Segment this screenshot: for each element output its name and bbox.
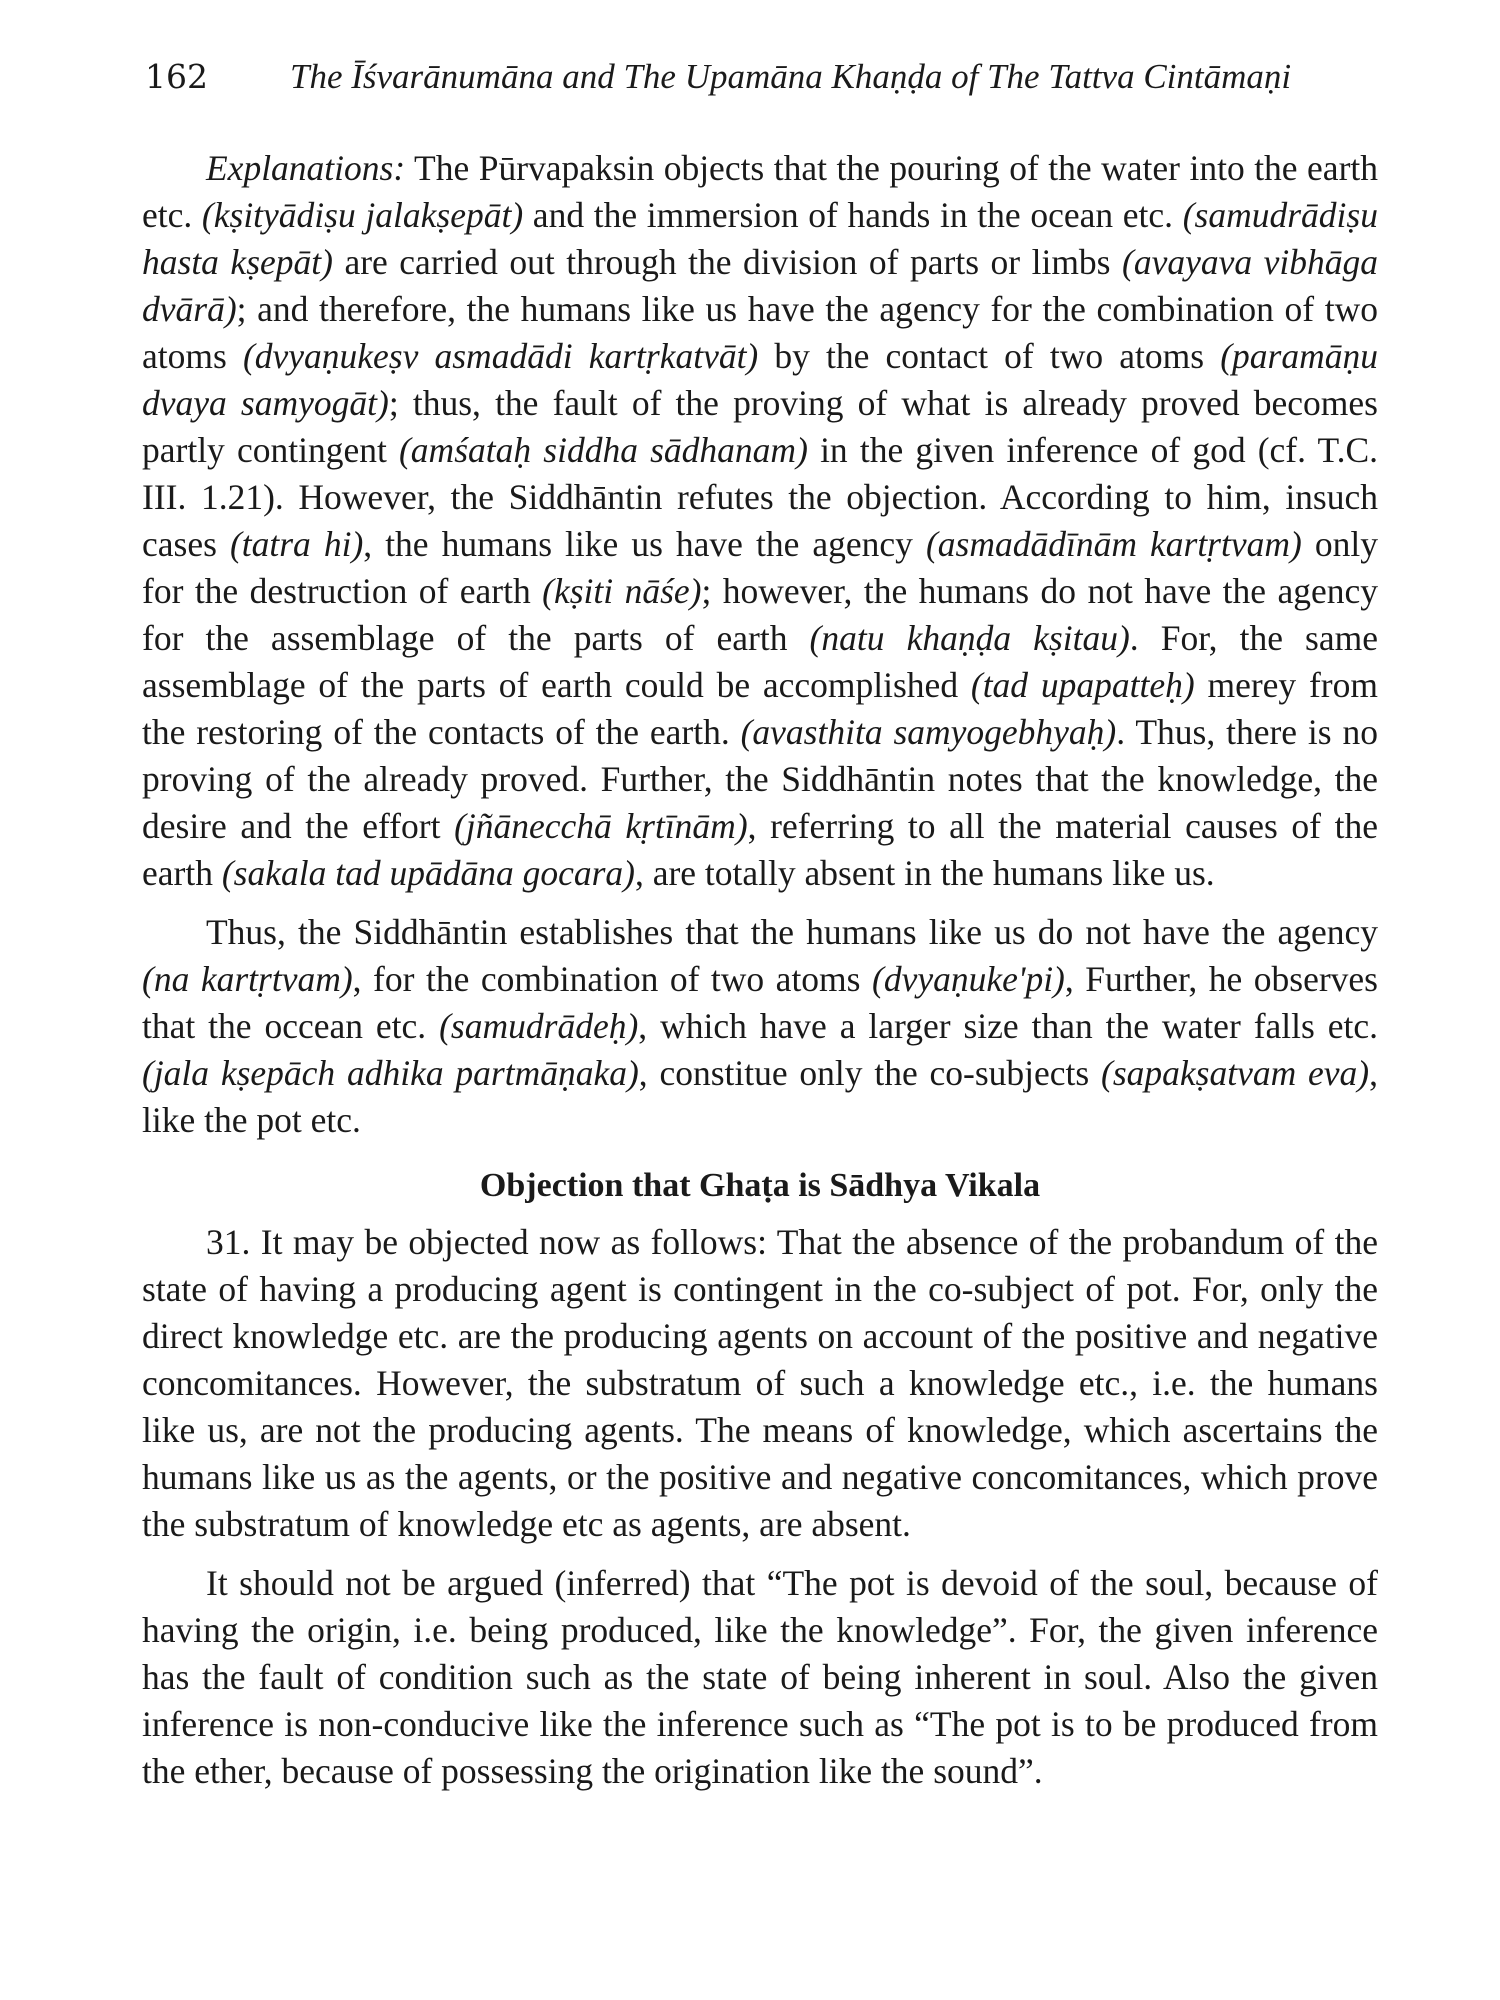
italic-term: (avayava vibhāga dvārā) [142, 242, 1378, 329]
text-run: , like the pot etc. [142, 1053, 1378, 1140]
italic-term: (avasthita samyogebhyaḥ) [740, 712, 1117, 752]
book-title: The Īśvarānumāna and The Upamāna Khaṇḍa of The Tattva Cintāmaṇi [290, 57, 1292, 96]
italic-term: (tad upapatteḥ) [970, 665, 1195, 705]
text-run: The Pūrvapaksin objects that the pouring of the water into the earth etc. [142, 148, 1378, 235]
italic-term: (tatra hi) [229, 524, 364, 564]
text-run: ; thus, the fault of the proving of what is already proved becomes partly contingent [142, 383, 1378, 470]
text-run: , referring to all the material causes of the earth [142, 806, 1378, 893]
text-run: , for the combination of two atoms [352, 959, 872, 999]
italic-term: (jñānecchā kṛtīnām) [454, 806, 748, 846]
italic-term: (asmadādīnām kartṛtvam) [925, 524, 1302, 564]
italic-term: (samudrādeḥ) [439, 1006, 639, 1046]
text-run: merey from the restoring of the contacts of the earth. [142, 665, 1378, 752]
text-run: only for the destruction of earth [142, 524, 1378, 611]
italic-term: (kṣiti nāśe) [542, 571, 702, 611]
text-run: , which have a larger size than the water falls etc. [638, 1006, 1378, 1046]
text-run: ; and therefore, the humans like us have the agency for the combination of two atoms [142, 289, 1378, 376]
text-run: and the immersion of hands in the ocean etc. [523, 195, 1183, 235]
text-run: , are totally absent in the humans like us. [634, 853, 1215, 893]
italic-term: (natu khaṇḍa kṣitau) [809, 618, 1130, 658]
body-text [142, 145, 1378, 1795]
text-run: . For, the same assemblage of the parts of earth could be accomplished [142, 618, 1378, 705]
italic-term: (na kartṛtvam) [142, 959, 353, 999]
text-run: Thus, the Siddhāntin establishes that the humans like us do not have the agency [206, 912, 1378, 952]
text-run: . Thus, there is no proving of the already proved. Further, the Siddhāntin notes that the knowledge, the desire and the effort [142, 712, 1378, 846]
italic-term: (samudrādiṣu hasta kṣepāt) [142, 195, 1378, 282]
section-heading: Objection that Ghaṭa is Sādhya Vikala [479, 1167, 1041, 1204]
text-run: 31. It may be objected now as follows: That the absence of the probandum of the state of having a producing agent is contingent in the co-subject of pot. For, only the direct knowledge etc. are the producing agents on account of the positive and negative concomitances. However, the substratum of such a knowledge etc., i.e. the humans like us, are not the producing agents. The means of knowledge, which ascertains the humans like us as the agents, or the positive and negative concomitances, which prove the substratum of knowledge etc as agents, are absent. [142, 1222, 1378, 1544]
italic-term: (sakala tad upādāna gocara) [221, 853, 635, 893]
italic-term: (dvyaṇuke'pi) [872, 959, 1065, 999]
text-run: are carried out through the division of parts or limbs [332, 242, 1123, 282]
italic-term: (paramāṇu dvaya samyogāt) [142, 336, 1378, 423]
paragraph-objection-31 [142, 1219, 1378, 1548]
italic-term: (dvyaṇukeṣv asmadādi kartṛkatvāt) [242, 336, 759, 376]
text-run: in the given inference of god (cf. T.C. III. 1.21). However, the Siddhāntin refutes the objection. According to him, insuch cases [142, 430, 1378, 564]
italic-term: (sapakṣatvam eva) [1101, 1053, 1370, 1093]
italic-term: Explanations: [206, 148, 406, 188]
text-run: ; however, the humans do not have the agency for the assemblage of the parts of earth [142, 571, 1378, 658]
text-run: It should not be argued (inferred) that “The pot is devoid of the soul, because of having the origin, i.e. being produced, like the knowledge”. For, the given inference has the fault of condition such as the state of being inherent in soul. Also the given inference is non-conducive like the inference such as “The pot is to be produced from the ether, because of possessing the origination like the sound”. [142, 1563, 1378, 1791]
italic-term: (kṣityādiṣu jalakṣepāt) [201, 195, 524, 235]
text-run: , Further, he observes that the occean etc. [142, 959, 1378, 1046]
text-run: , the humans like us have the agency [363, 524, 926, 564]
text-run: by the contact of two atoms [758, 336, 1221, 376]
page-number: 162 [145, 57, 208, 96]
text-run: , constitue only the co-subjects [638, 1053, 1102, 1093]
running-head [145, 52, 1380, 102]
italic-term: (jala kṣepāch adhika partmāṇaka) [142, 1053, 639, 1093]
paragraph-siddhantin-establishes [142, 909, 1378, 1144]
italic-term: (amśataḥ siddha sādhanam) [398, 430, 808, 470]
paragraph-explanations [142, 145, 1378, 897]
paragraph-pot-argument [142, 1560, 1378, 1795]
